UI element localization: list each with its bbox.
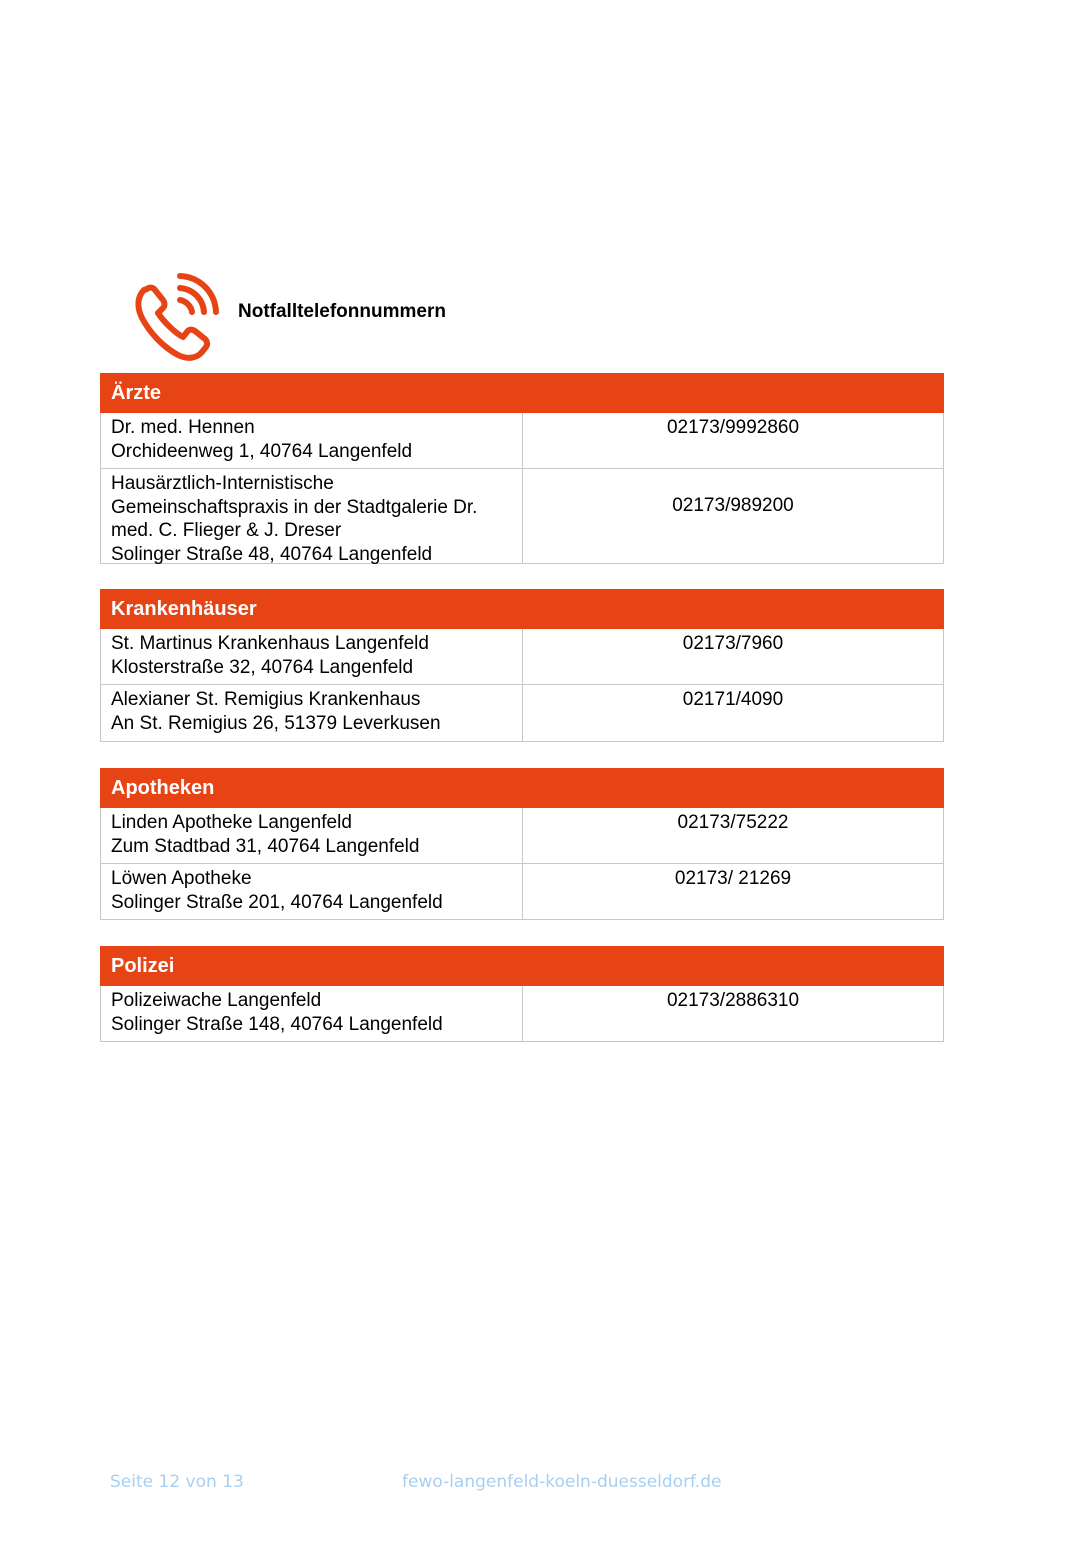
contact-line: An St. Remigius 26, 51379 Leverkusen — [111, 712, 441, 734]
footer-page-number: Seite 12 von 13 — [110, 1472, 244, 1492]
phone-number: 02173/2886310 — [666, 990, 800, 1011]
contact-address — [101, 413, 523, 468]
section-polizei — [100, 946, 944, 1042]
phone-number: 02173/9992860 — [666, 417, 800, 438]
contact-address — [101, 808, 523, 863]
contact-line: Solinger Straße 148, 40764 Langenfeld — [111, 1013, 443, 1035]
footer-website: fewo-langenfeld-koeln-duesseldorf.de — [402, 1472, 722, 1492]
section-heading: Ärzte — [100, 373, 944, 413]
contact-line: Dr. med. Hennen — [111, 417, 255, 438]
table-row — [100, 413, 944, 469]
section-heading: Apotheken — [100, 768, 944, 808]
contact-line: Linden Apotheke Langenfeld — [111, 812, 352, 833]
section-krankenhaeuser — [100, 589, 944, 742]
section-apotheken — [100, 768, 944, 920]
page-header — [130, 270, 730, 365]
contact-line: Orchideenweg 1, 40764 Langenfeld — [111, 440, 413, 462]
contact-line: Gemeinschaftspraxis in der Stadtgalerie Dr. — [111, 496, 478, 518]
table-row — [100, 685, 944, 742]
contact-line: Solinger Straße 48, 40764 Langenfeld — [111, 543, 433, 565]
phone-number: 02171/4090 — [682, 689, 784, 710]
phone-ringing-icon — [130, 270, 225, 365]
contact-line: Polizeiwache Langenfeld — [111, 990, 322, 1011]
contact-address — [101, 864, 523, 919]
contact-line: St. Martinus Krankenhaus Langenfeld — [111, 633, 429, 654]
contact-line: Solinger Straße 201, 40764 Langenfeld — [111, 891, 443, 913]
section-heading: Polizei — [100, 946, 944, 986]
contact-line: med. C. Flieger & J. Dreser — [111, 520, 342, 541]
contact-line: Hausärztlich-Internistische — [111, 473, 334, 494]
table-row — [100, 864, 944, 920]
phone-number: 02173/989200 — [672, 495, 794, 516]
contact-address — [101, 629, 523, 684]
section-heading: Krankenhäuser — [100, 589, 944, 629]
contact-line: Klosterstraße 32, 40764 Langenfeld — [111, 656, 414, 678]
contact-line: Löwen Apotheke — [111, 868, 252, 889]
table-row — [100, 808, 944, 864]
phone-number: 02173/ 21269 — [674, 868, 792, 889]
contact-address — [101, 469, 523, 563]
table-row — [100, 629, 944, 685]
phone-number: 02173/7960 — [682, 633, 784, 654]
table-row — [100, 986, 944, 1042]
section-aerzte — [100, 373, 944, 564]
phone-number: 02173/75222 — [677, 812, 789, 833]
contact-line: Zum Stadtbad 31, 40764 Langenfeld — [111, 835, 420, 857]
contact-address — [101, 986, 523, 1041]
table-row — [100, 469, 944, 564]
contact-line: Alexianer St. Remigius Krankenhaus — [111, 689, 421, 710]
page-title: Notfalltelefonnummern — [238, 301, 446, 322]
contact-address — [101, 685, 523, 741]
